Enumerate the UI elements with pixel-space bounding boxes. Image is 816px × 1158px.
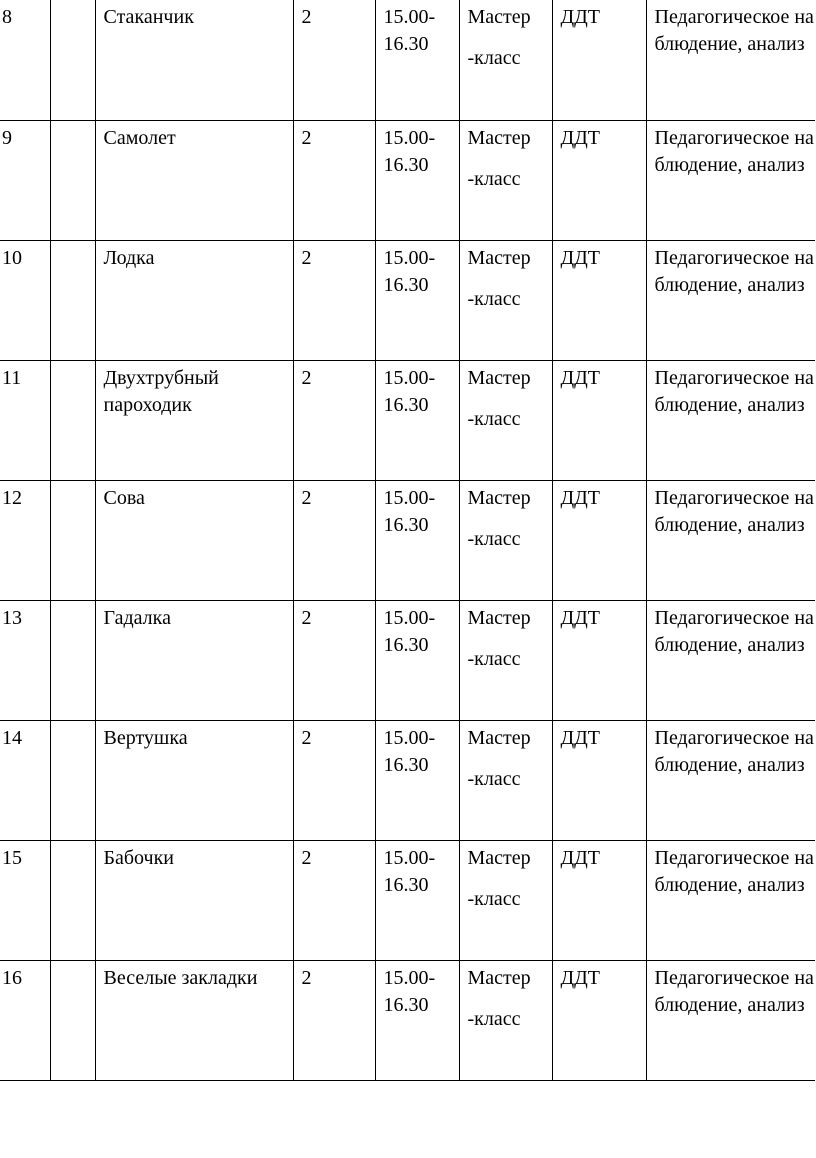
table-row	[0, 360, 815, 480]
lesson-number: 11	[0, 360, 50, 480]
assessment-text: Педагогическое наблюдение, анализ	[654, 6, 814, 55]
date-cell	[50, 720, 95, 840]
lesson-place: ДДТ	[552, 120, 646, 240]
assessment-form	[646, 720, 815, 840]
lesson-topic: Веселые закладки	[95, 960, 293, 1080]
lesson-place: ДДТ	[552, 240, 646, 360]
lesson-form-line-2: -класс	[467, 287, 521, 310]
lesson-form	[459, 840, 552, 960]
date-cell	[50, 360, 95, 480]
lesson-form	[459, 120, 552, 240]
assessment-text: Педагогическое наблюдение, анализ	[654, 606, 814, 656]
assessment-text: Педагогическое наблюдение, анализ	[654, 486, 814, 536]
lesson-number: 12	[0, 480, 50, 600]
lesson-form-line-2: -класс	[467, 167, 521, 190]
date-cell	[50, 960, 95, 1080]
assessment-form	[646, 360, 815, 480]
table-row	[0, 480, 815, 600]
assessment-text: Педагогическое наблюдение, анализ	[654, 366, 814, 416]
lesson-number: 10	[0, 240, 50, 360]
lesson-form-line-1: Мастер	[467, 726, 531, 749]
lesson-hours: 2	[293, 480, 375, 600]
lesson-time: 15.00-16.30	[375, 480, 459, 600]
assessment-text: Педагогическое наблюдение, анализ	[654, 246, 814, 296]
lesson-topic: Гадалка	[95, 600, 293, 720]
lesson-form-line-1: Мастер	[467, 606, 531, 629]
lesson-form-line-1: Мастер	[467, 846, 531, 869]
lesson-topic: Стаканчик	[95, 0, 293, 120]
assessment-text: Педагогическое наблюдение, анализ	[654, 966, 814, 1016]
table-row	[0, 600, 815, 720]
lesson-hours: 2	[293, 720, 375, 840]
lesson-form	[459, 600, 552, 720]
lesson-hours: 2	[293, 600, 375, 720]
date-cell	[50, 0, 95, 120]
lesson-form-line-1: Мастер	[467, 246, 531, 269]
lesson-topic: Бабочки	[95, 840, 293, 960]
lesson-form	[459, 960, 552, 1080]
lesson-form	[459, 480, 552, 600]
lesson-form-line-2: -класс	[467, 47, 521, 69]
assessment-text: Педагогическое наблюдение, анализ	[654, 846, 814, 896]
lesson-place: ДДТ	[552, 960, 646, 1080]
assessment-form	[646, 480, 815, 600]
lesson-time: 15.00-16.30	[375, 120, 459, 240]
lesson-hours: 2	[293, 840, 375, 960]
lesson-number: 14	[0, 720, 50, 840]
lesson-form	[459, 360, 552, 480]
assessment-form	[646, 0, 815, 120]
lesson-time: 15.00-16.30	[375, 240, 459, 360]
lesson-form-line-1: Мастер	[467, 366, 531, 389]
assessment-form	[646, 120, 815, 240]
lesson-number: 15	[0, 840, 50, 960]
lesson-form	[459, 0, 552, 120]
assessment-form	[646, 840, 815, 960]
lesson-form-line-2: -класс	[467, 887, 521, 910]
lesson-time: 15.00-16.30	[375, 720, 459, 840]
lesson-form	[459, 240, 552, 360]
lesson-time: 15.00-16.30	[375, 600, 459, 720]
assessment-form	[646, 240, 815, 360]
lesson-form	[459, 720, 552, 840]
lesson-number: 16	[0, 960, 50, 1080]
lesson-form-line-2: -класс	[467, 407, 521, 430]
date-cell	[50, 120, 95, 240]
date-cell	[50, 840, 95, 960]
lesson-form-line-2: -класс	[467, 527, 521, 550]
lesson-place: ДДТ	[552, 480, 646, 600]
lesson-topic: Лодка	[95, 240, 293, 360]
lesson-form-line-1: Мастер	[467, 126, 531, 149]
table-row	[0, 240, 815, 360]
lesson-topic: Двухтрубный пароходик	[95, 360, 293, 480]
table-row	[0, 0, 815, 120]
table-row	[0, 120, 815, 240]
lesson-hours: 2	[293, 360, 375, 480]
lesson-hours: 2	[293, 120, 375, 240]
lesson-number: 8	[0, 0, 50, 120]
lesson-topic: Сова	[95, 480, 293, 600]
date-cell	[50, 480, 95, 600]
lesson-time: 15.00-16.30	[375, 960, 459, 1080]
lesson-place: ДДТ	[552, 360, 646, 480]
table-row	[0, 720, 815, 840]
table-row	[0, 840, 815, 960]
assessment-text: Педагогическое наблюдение, анализ	[654, 726, 814, 776]
lesson-place: ДДТ	[552, 720, 646, 840]
assessment-text: Педагогическое наблюдение, анализ	[654, 126, 814, 176]
lesson-place: ДДТ	[552, 600, 646, 720]
lesson-time: 15.00-16.30	[375, 0, 459, 120]
lesson-time: 15.00-16.30	[375, 840, 459, 960]
lesson-form-line-1: Мастер	[467, 966, 531, 989]
assessment-form	[646, 600, 815, 720]
lesson-number: 13	[0, 600, 50, 720]
lesson-form-line-2: -класс	[467, 1007, 521, 1030]
lesson-hours: 2	[293, 0, 375, 120]
lesson-hours: 2	[293, 960, 375, 1080]
lesson-form-line-2: -класс	[467, 767, 521, 790]
lesson-number: 9	[0, 120, 50, 240]
date-cell	[50, 240, 95, 360]
lesson-form-line-1: Мастер	[467, 486, 531, 509]
lesson-place: ДДТ	[552, 840, 646, 960]
lesson-hours: 2	[293, 240, 375, 360]
table-row	[0, 960, 815, 1080]
lesson-place: ДДТ	[552, 0, 646, 120]
lesson-form-line-2: -класс	[467, 647, 521, 670]
lesson-topic: Самолет	[95, 120, 293, 240]
lesson-time: 15.00-16.30	[375, 360, 459, 480]
assessment-form	[646, 960, 815, 1080]
date-cell	[50, 600, 95, 720]
lesson-topic: Вертушка	[95, 720, 293, 840]
lesson-form-line-1: Мастер	[467, 6, 531, 28]
